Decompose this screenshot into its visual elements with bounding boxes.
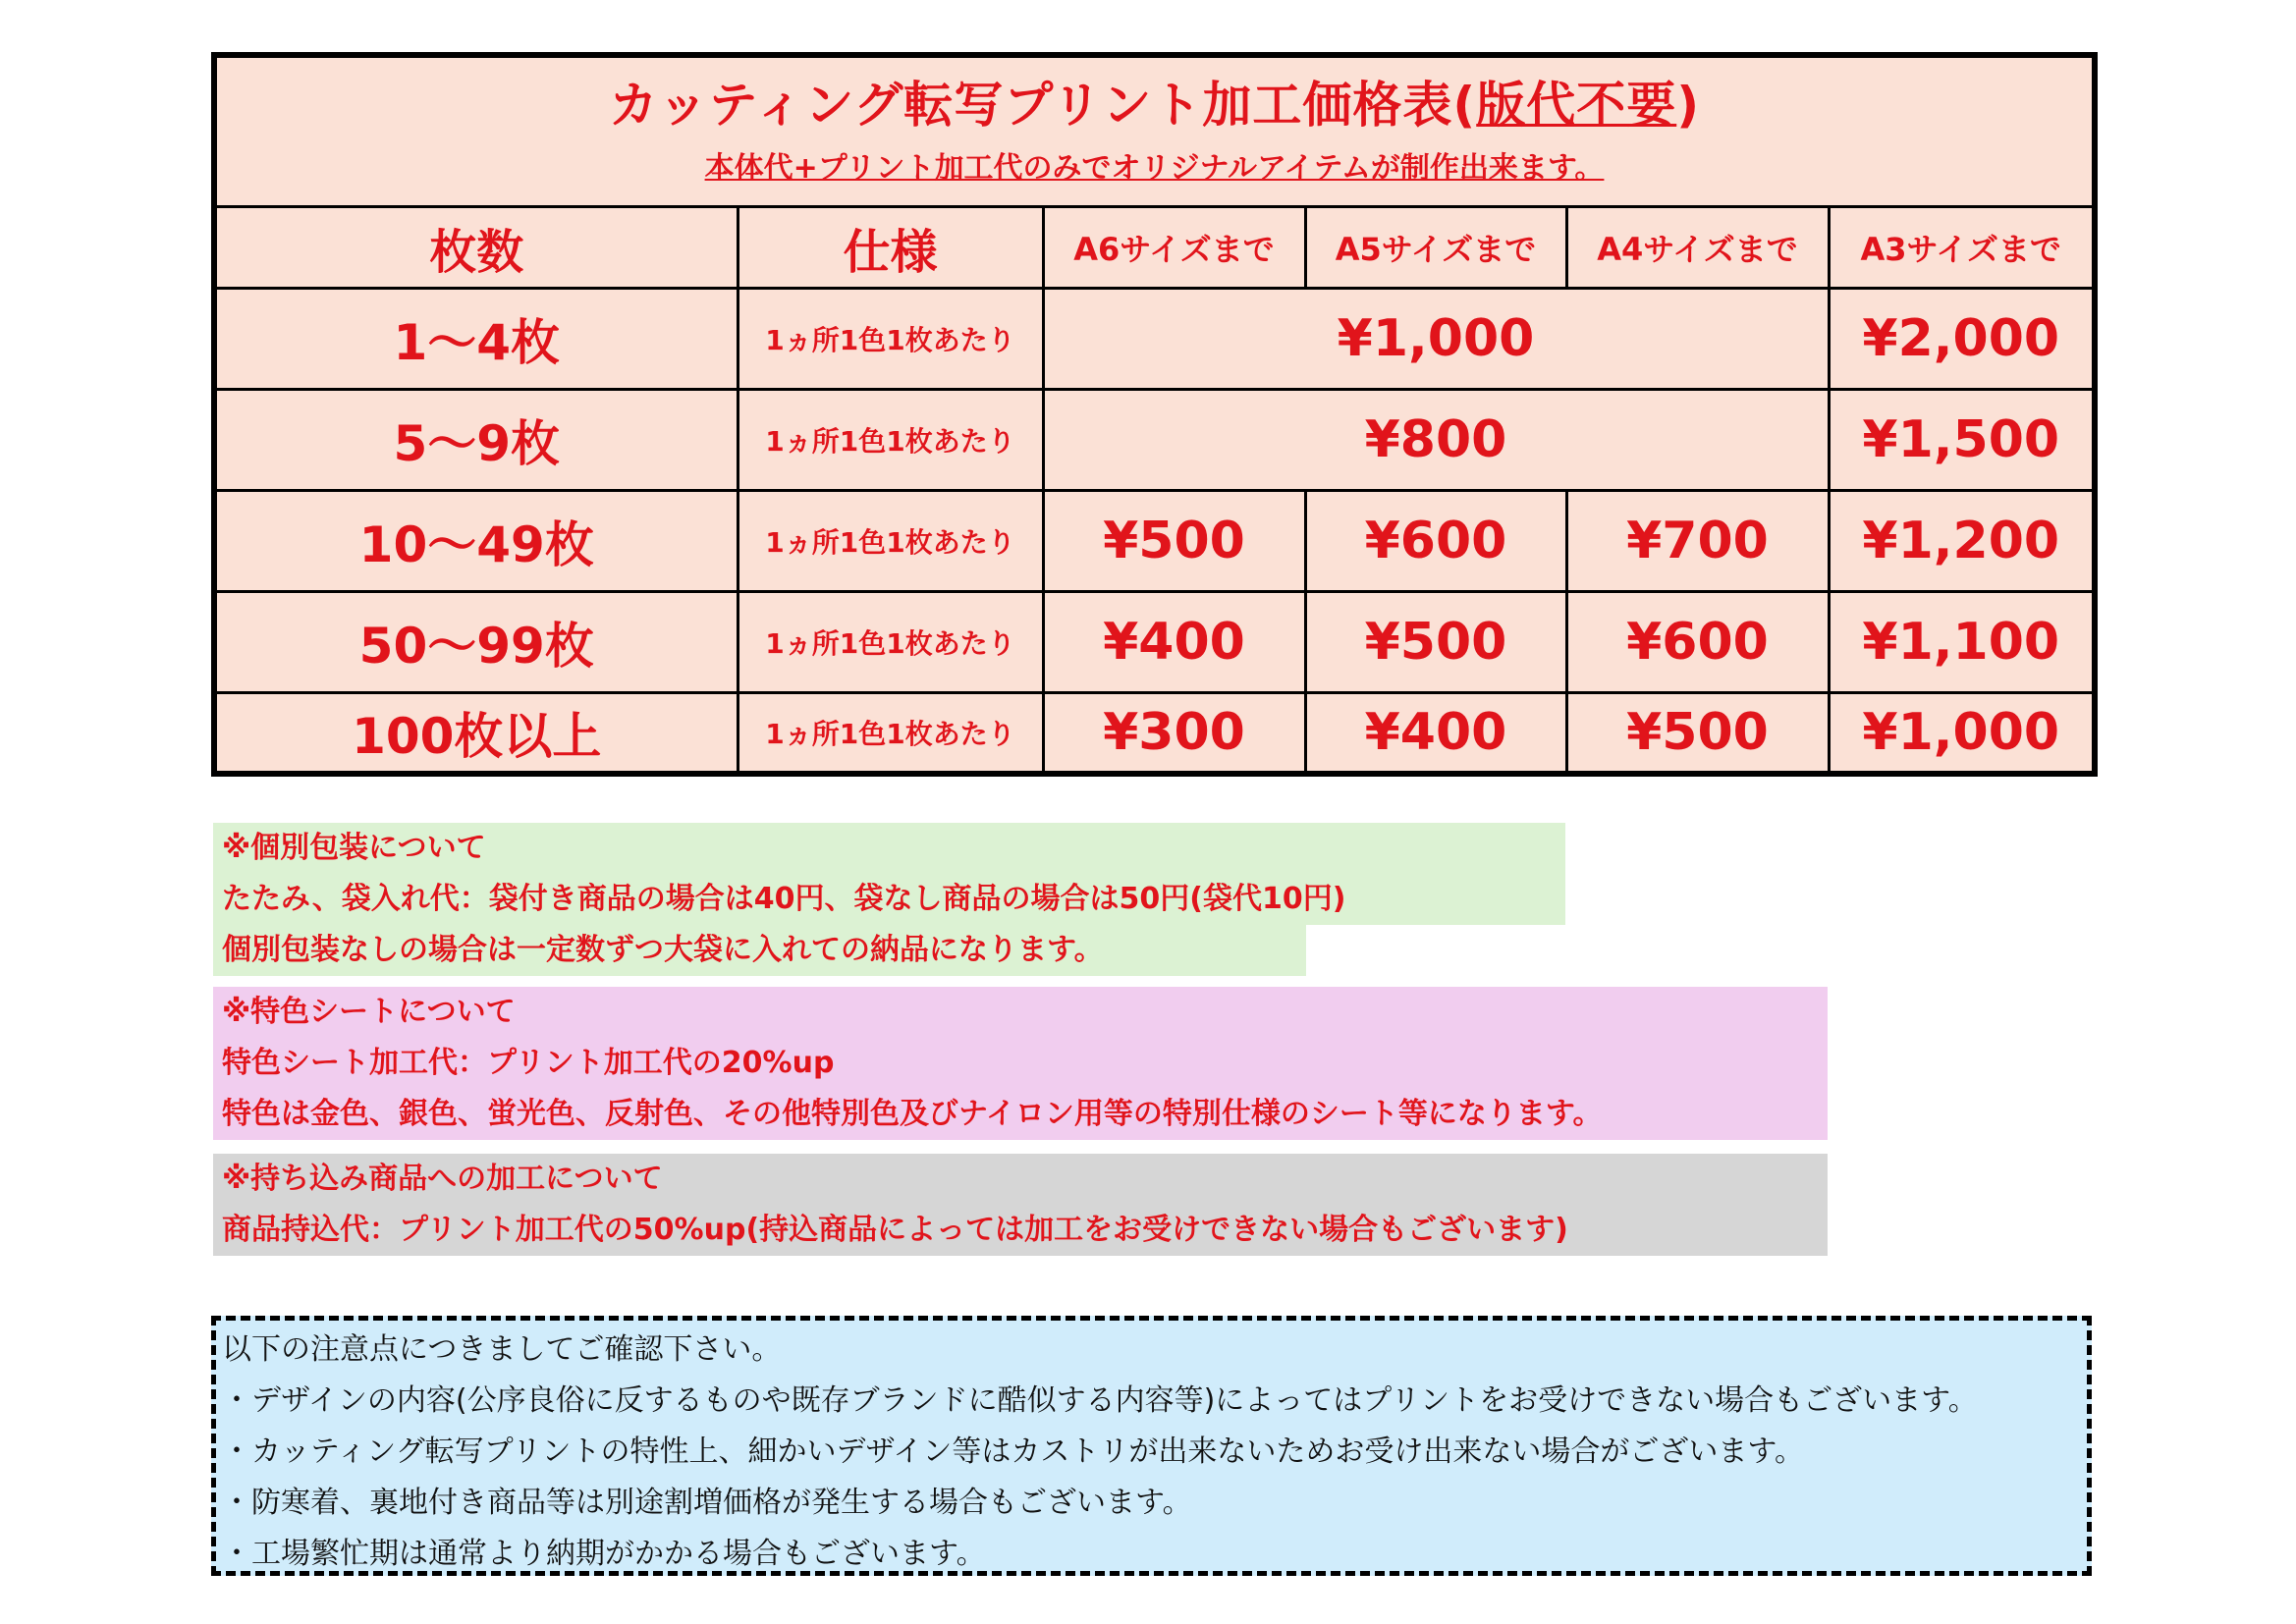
price-a6: ¥500 [1043, 491, 1305, 592]
price-a6-a4: ¥1,000 [1043, 289, 1829, 390]
table-row [214, 693, 2095, 774]
price-a5: ¥400 [1305, 693, 1566, 774]
packaging-note-line2: 個別包装なしの場合は一定数ずつ大袋に入れての納品になります。 [222, 933, 1104, 967]
table-row [214, 592, 2095, 693]
brought-in-note-block [213, 1154, 1828, 1256]
row-qty: 50～99枚 [214, 592, 738, 693]
row-spec: 1ヵ所1色1枚あたり [738, 289, 1043, 390]
notice-item: ・デザインの内容(公序良俗に反するものや既存ブランドに酷似する内容等)によってはプリントをお受けできない場合もございます。 [222, 1383, 1978, 1418]
header-a4: A4サイズまで [1566, 207, 1829, 289]
special-sheet-note-block [213, 987, 1828, 1140]
row-spec: 1ヵ所1色1枚あたり [738, 592, 1043, 693]
price-a6-a4: ¥800 [1043, 390, 1829, 491]
row-qty: 5～9枚 [214, 390, 738, 491]
header-spec: 仕様 [738, 207, 1043, 289]
special-sheet-note-line1: 特色シート加工代：プリント加工代の20%up [222, 1046, 835, 1080]
row-spec: 1ヵ所1色1枚あたり [738, 390, 1043, 491]
price-a4: ¥600 [1566, 592, 1829, 693]
row-qty: 10～49枚 [214, 491, 738, 592]
price-a3: ¥1,200 [1829, 491, 2095, 592]
table-row [214, 289, 2095, 390]
packaging-note-block [213, 823, 1565, 925]
packaging-note-line1: たたみ、袋入れ代：袋付き商品の場合は40円、袋なし商品の場合は50円(袋代10円) [222, 882, 1346, 916]
price-table [211, 52, 2098, 777]
table-subtitle: 本体代+プリント加工代のみでオリジナルアイテムが制作出来ます。 [704, 151, 1605, 186]
row-spec: 1ヵ所1色1枚あたり [738, 693, 1043, 774]
header-a6: A6サイズまで [1043, 207, 1305, 289]
price-a4: ¥700 [1566, 491, 1829, 592]
price-a3: ¥1,500 [1829, 390, 2095, 491]
row-qty: 1～4枚 [214, 289, 738, 390]
title-text: カッティング転写プリント加工価格表( [608, 77, 1477, 134]
table-row [214, 390, 2095, 491]
table-row [214, 491, 2095, 592]
table-title [217, 71, 2092, 139]
packaging-note-line2-block [213, 925, 1306, 976]
price-a6: ¥400 [1043, 592, 1305, 693]
brought-in-note-line1: 商品持込代：プリント加工代の50%up(持込商品によっては加工をお受けできない場合もございます) [222, 1213, 1568, 1247]
price-a6: ¥300 [1043, 693, 1305, 774]
notice-item: ・工場繁忙期は通常より納期がかかる場合もございます。 [222, 1537, 986, 1571]
packaging-note-heading: ※個別包装について [222, 831, 486, 865]
row-spec: 1ヵ所1色1枚あたり [738, 491, 1043, 592]
brought-in-note-heading: ※持ち込み商品への加工について [222, 1162, 663, 1196]
price-a5: ¥500 [1305, 592, 1566, 693]
header-a5: A5サイズまで [1305, 207, 1566, 289]
table-title-cell [214, 55, 2095, 207]
notice-heading: 以下の注意点につきましてご確認下さい。 [222, 1332, 782, 1367]
price-a3: ¥1,100 [1829, 592, 2095, 693]
title-underlined-text: 版代不要 [1476, 77, 1677, 134]
price-a5: ¥600 [1305, 491, 1566, 592]
price-a3: ¥2,000 [1829, 289, 2095, 390]
header-qty: 枚数 [214, 207, 738, 289]
price-a3: ¥1,000 [1829, 693, 2095, 774]
special-sheet-note-heading: ※特色シートについて [222, 995, 516, 1029]
notice-item: ・防寒着、裏地付き商品等は別途割増価格が発生する場合もございます。 [222, 1486, 1192, 1520]
price-a4: ¥500 [1566, 693, 1829, 774]
special-sheet-note-line2: 特色は金色、銀色、蛍光色、反射色、その他特別色及びナイロン用等の特別仕様のシート等になります。 [222, 1097, 1603, 1131]
notice-item: ・カッティング転写プリントの特性上、細かいデザイン等はカストリが出来ないためお受け出来ない場合がございます。 [222, 1435, 1804, 1469]
notice-box [211, 1316, 2092, 1576]
row-qty: 100枚以上 [214, 693, 738, 774]
title-close-paren: ) [1676, 77, 1701, 134]
header-a3: A3サイズまで [1829, 207, 2095, 289]
